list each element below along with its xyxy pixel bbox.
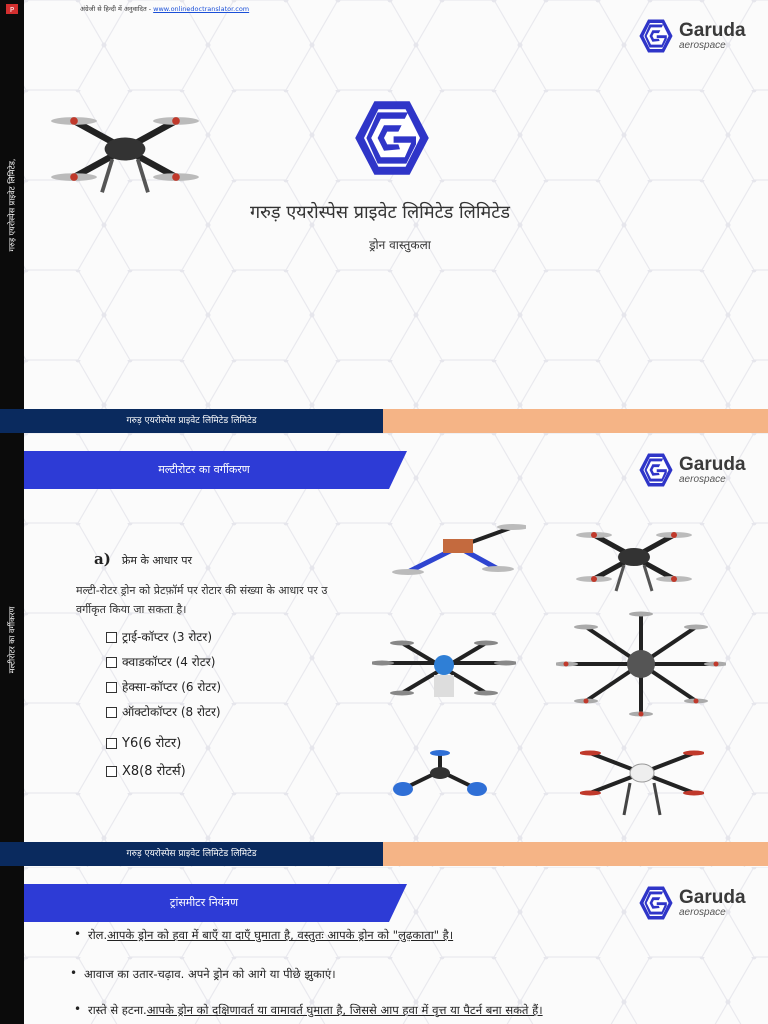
hexacopter-sprayer-drone-icon: [372, 633, 516, 721]
sidebar-strip: [0, 867, 24, 1024]
banner-title: मल्टीरोटर का वर्गीकरण: [158, 463, 250, 476]
logo-subtitle: aerospace: [679, 907, 726, 918]
svg-text:P: P: [9, 6, 15, 14]
sidebar-vertical-text: गरुड़ एयरोस्पेस प्राइवेट लिमिटेड,: [7, 158, 17, 252]
frame-heading: [94, 549, 192, 568]
translation-note: [80, 4, 249, 13]
checkbox-icon: [106, 632, 117, 643]
slide-title: [0, 0, 768, 433]
garuda-logo: [638, 452, 746, 488]
description-line-2: वर्गीकृत किया जा सकता है।: [76, 603, 187, 616]
heading-letter: a): [94, 550, 111, 568]
slide-transmitter: [0, 867, 768, 1024]
list-item: X8(8 रोटर्स): [106, 761, 186, 779]
section-banner: [24, 884, 407, 922]
garuda-hex-logo-icon: [638, 18, 674, 54]
bullet-item: • रास्ते से हटना.आपके ड्रोन को दक्षिणावर्त या वामावर्त घुमाता है, जिससे आप हवा में वृत्त या पैटर्न बना सकते हैं।: [74, 1002, 543, 1017]
list-item: ट्राई-कॉप्टर (3 रोटर): [106, 628, 212, 645]
slide-title-text: गरुड़ एयरोस्पेस प्राइवेट लिमिटेड लिमिटेड: [249, 202, 511, 223]
checkbox-icon: [106, 738, 117, 749]
logo-title: Garuda: [679, 887, 746, 908]
garuda-hex-logo-icon: [638, 452, 674, 488]
list-item: ऑक्टोकॉप्टर (8 रोटर): [106, 703, 221, 720]
y6-drone-icon: [388, 749, 492, 809]
logo-subtitle: aerospace: [679, 474, 726, 485]
banner-title: ट्रांसमीटर नियंत्रण: [169, 896, 239, 909]
garuda-large-logo-icon: [344, 98, 440, 178]
checkbox-icon: [106, 766, 117, 777]
translation-note-prefix: अंग्रेजी से हिन्दी में अनुवादित -: [80, 5, 154, 13]
slide-classification: [0, 433, 768, 867]
quadcopter-landing-gear-drone-icon: [566, 517, 702, 597]
description-line-1: मल्टी-रोटर ड्रोन को प्रेटफ़ॉर्म पर रोटार की संख्या के आधार पर उ: [76, 584, 328, 597]
slide1-footer: [0, 409, 768, 433]
sidebar-vertical-text: मल्टीरोटर का वर्गीकरण: [7, 606, 17, 674]
garuda-logo: [638, 885, 746, 921]
slide-subtitle-text: ड्रोन वास्तुकला: [369, 238, 431, 252]
checkbox-icon: [106, 657, 117, 668]
slide2-footer: [0, 842, 768, 866]
bullet-item: • आवाज का उतार-चढ़ाव. अपने ड्रोन को आगे या पीछे झुकाएं।: [70, 966, 336, 981]
translator-link[interactable]: www.onlinedoctranslator.com: [153, 5, 250, 13]
x8-drone-icon: [580, 743, 704, 823]
logo-title: Garuda: [679, 20, 746, 41]
garuda-logo: [638, 18, 746, 54]
quadcopter-drone-icon: [48, 98, 202, 200]
checkbox-icon: [106, 682, 117, 693]
tricopter-drone-icon: [388, 517, 526, 587]
list-item: क्वाडकॉप्टर (4 रोटर): [106, 653, 215, 670]
footer-text: गरुड़ एयरोस्पेस प्राइवेट लिमिटेड लिमिटेड: [126, 849, 257, 859]
octocopter-drone-icon: [556, 609, 726, 719]
list-item: Y6(6 रोटर): [106, 733, 181, 751]
section-banner: [24, 451, 407, 489]
checkbox-icon: [106, 707, 117, 718]
logo-title: Garuda: [679, 454, 746, 475]
pdf-icon[interactable]: [6, 4, 18, 14]
list-item: हेक्सा-कॉप्टर (6 रोटर): [106, 678, 221, 695]
bullet-item: • रोल.आपके ड्रोन को हवा में बाएँ या दाएँ घुमाता है, वस्तुतः आपके ड्रोन को "लुढ़काता" है।: [74, 927, 454, 942]
footer-text: गरुड़ एयरोस्पेस प्राइवेट लिमिटेड लिमिटेड: [126, 416, 257, 426]
heading-text: फ्रेम के आधार पर: [121, 554, 193, 567]
garuda-hex-logo-icon: [638, 885, 674, 921]
logo-subtitle: aerospace: [679, 40, 726, 51]
